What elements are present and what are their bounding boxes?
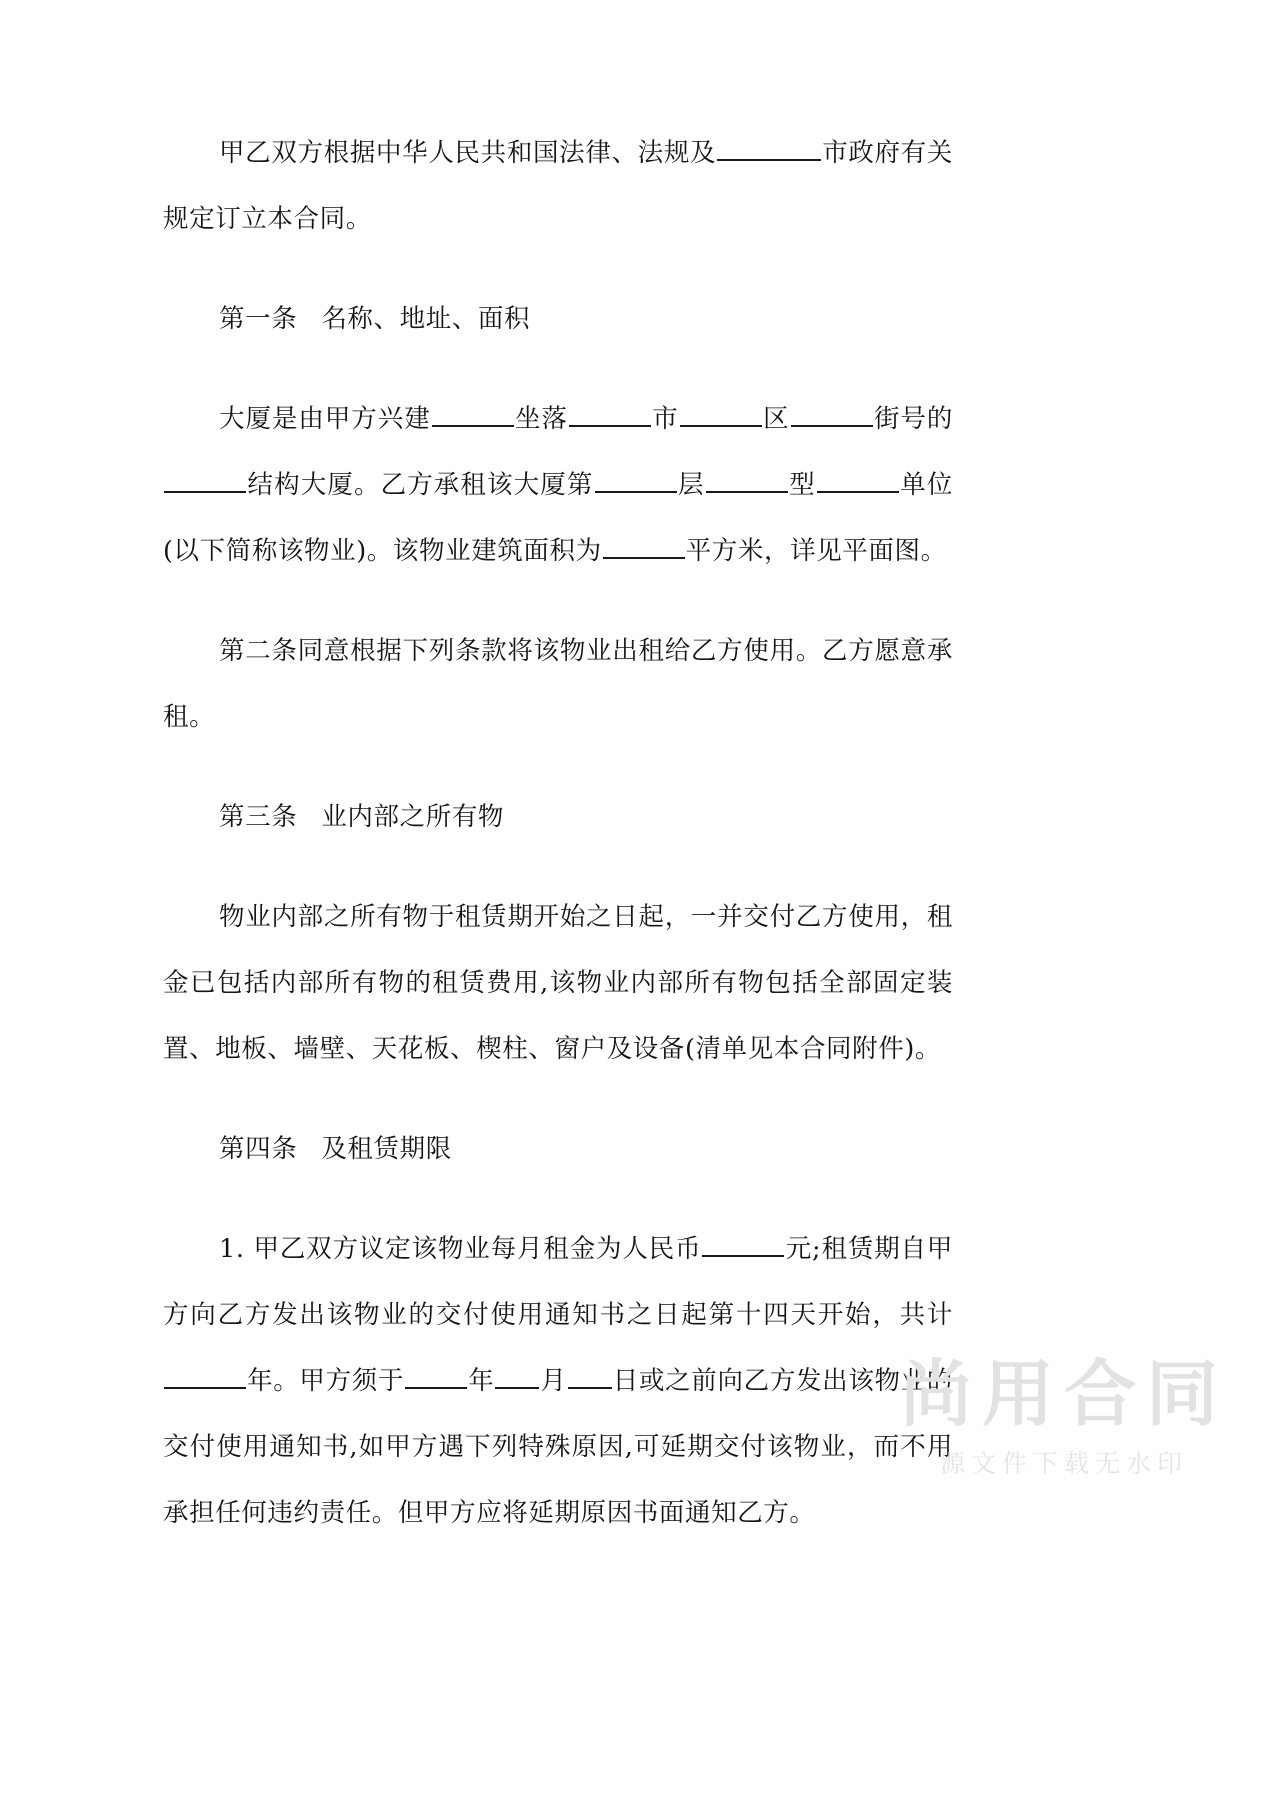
blank-area[interactable] — [603, 531, 685, 559]
a1-text-2: 坐落 — [514, 404, 568, 434]
watermark-main-text: 尚用合同 — [899, 1352, 1228, 1436]
article-1-title: 名称、地址、面积 — [321, 304, 531, 334]
article-4-number: 第四条 — [219, 1134, 298, 1164]
a1-text-9: 单位(以下简称该物业)。该物业建筑面积为 — [163, 470, 954, 566]
blank-builder[interactable] — [432, 399, 514, 427]
article-1-number: 第一条 — [219, 304, 298, 334]
blank-notice-year[interactable] — [405, 1361, 467, 1389]
preamble-text-1: 甲乙双方根据中华人民共和国法律、法规及 — [219, 138, 717, 168]
a1-text-1: 大厦是由甲方兴建 — [219, 404, 431, 434]
a1-text-3: 市 — [651, 404, 679, 434]
paragraph-article-1-body — [163, 386, 953, 584]
blank-city[interactable] — [717, 133, 821, 161]
a4-text-4: 年 — [468, 1366, 495, 1396]
paragraph-article-2 — [163, 618, 953, 750]
article-3-number: 第三条 — [219, 802, 298, 832]
blank-structure[interactable] — [164, 465, 246, 493]
a1-text-10: 平方米，详见平面图。 — [685, 536, 947, 566]
article-4-title: 及租赁期限 — [321, 1134, 452, 1164]
paragraph-article-3-body: 物业内部之所有物于租赁期开始之日起，一并交付乙方使用，租金已包括内部所有物的租赁费用,该物业内部所有物包括全部固定装置、地板、墙壁、天花板、楔柱、窗户及设备(清单见本合同附件)。 — [163, 902, 953, 1064]
heading-article-1 — [163, 286, 953, 352]
blank-unit-type[interactable] — [706, 465, 788, 493]
blank-notice-day[interactable] — [568, 1361, 612, 1389]
paragraph-article-4-item-1 — [163, 1216, 953, 1546]
a4-text-3: 年。甲方须于 — [247, 1366, 405, 1396]
a4-text-2: 元;租赁期自甲方向乙方发出该物业的交付使用通知书之日起第十四天开始，共计 — [163, 1234, 953, 1330]
a1-text-6: 结构大厦。乙方承租该大厦第 — [247, 470, 594, 500]
paragraph-preamble — [163, 120, 953, 252]
blank-notice-month[interactable] — [495, 1361, 539, 1389]
blank-district[interactable] — [791, 399, 873, 427]
blank-unit-number[interactable] — [817, 465, 899, 493]
article-3-title: 业内部之所有物 — [321, 802, 505, 832]
blank-city-name[interactable] — [680, 399, 762, 427]
heading-article-3 — [163, 784, 953, 850]
a4-text-1: 1. 甲乙双方议定该物业每月租金为人民币 — [219, 1234, 702, 1264]
a1-text-8: 型 — [788, 470, 816, 500]
heading-article-4 — [163, 1116, 953, 1182]
a1-text-4: 区 — [762, 404, 790, 434]
a4-text-5: 月 — [540, 1366, 567, 1396]
watermark-sub-text: 源文件下载无水印 — [939, 1449, 1188, 1478]
a1-text-7: 层 — [677, 470, 705, 500]
blank-monthly-rent[interactable] — [702, 1229, 784, 1257]
a1-text-5: 街号的 — [873, 404, 953, 434]
blank-floor[interactable] — [595, 465, 677, 493]
article-2-number: 第二条 — [219, 636, 298, 666]
blank-term-years[interactable] — [164, 1361, 246, 1389]
document-body — [163, 120, 953, 1580]
preamble-text-2: 市政府有关规定订立本合同。 — [163, 138, 953, 234]
blank-location[interactable] — [569, 399, 651, 427]
a4-text-6: 日或之前向乙方发出该物业的交付使用通知书,如甲方遇下列特殊原因,可延期交付该物业，而不用承担任何违约责任。但甲方应将延期原因书面通知乙方。 — [163, 1366, 953, 1528]
article-2-title: 同意根据下列条款将该物业出租给乙方使用。乙方愿意承租。 — [163, 636, 953, 732]
